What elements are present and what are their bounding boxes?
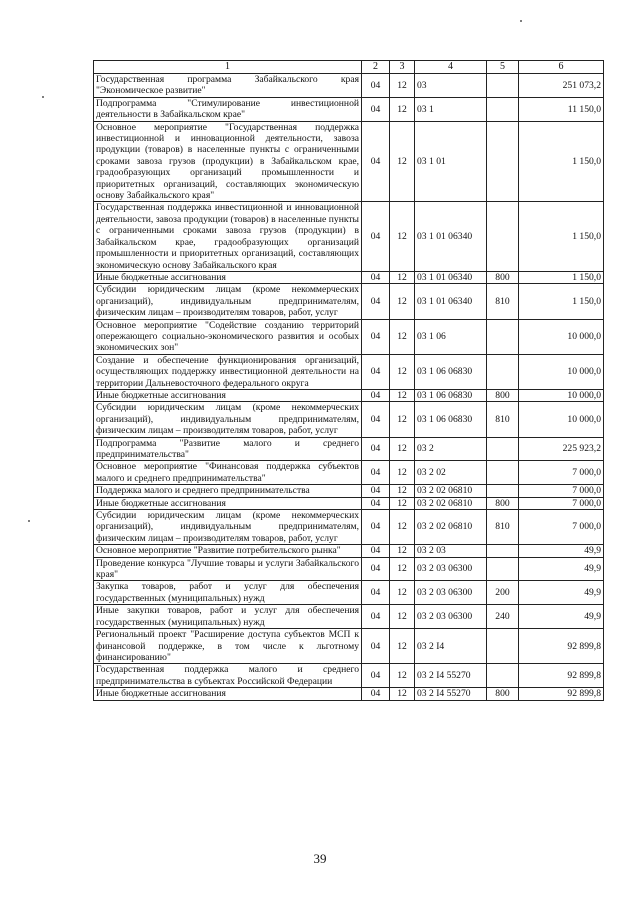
expense-type-cell: [487, 629, 519, 664]
subsection-cell: 12: [390, 437, 415, 461]
target-article-cell: 03 2: [415, 437, 487, 461]
target-article-cell: 03 2 I4 55270: [415, 664, 487, 688]
target-article-cell: 03 1 06 06830: [415, 402, 487, 437]
header-cell-5: 5: [487, 61, 519, 74]
row-name-cell: Создание и обеспечение функционирования организаций, осуществляющих поддержку инвестиционной деятельности на территории Дальневосточного федерального округа: [94, 354, 362, 389]
target-article-cell: 03 2 03: [415, 545, 487, 557]
section-cell: 04: [362, 557, 390, 581]
row-name-cell: Субсидии юридическим лицам (кроме некоммерческих организаций), индивидуальным предпринимателям, физическим лицам – производителям товаров, работ, услуг: [94, 510, 362, 545]
amount-cell: 251 073,2: [519, 74, 604, 98]
table-row: [94, 271, 604, 283]
section-cell: 04: [362, 402, 390, 437]
section-cell: 04: [362, 510, 390, 545]
row-name-cell: Основное мероприятие "Развитие потребительского рынка": [94, 545, 362, 557]
amount-cell: 92 899,8: [519, 629, 604, 664]
subsection-cell: 12: [390, 354, 415, 389]
table-row: [94, 354, 604, 389]
subsection-cell: 12: [390, 271, 415, 283]
expense-type-cell: [487, 485, 519, 497]
section-cell: 04: [362, 202, 390, 271]
table-row: [94, 97, 604, 121]
expense-type-cell: [487, 97, 519, 121]
amount-cell: 49,9: [519, 581, 604, 605]
expense-type-cell: 800: [487, 497, 519, 509]
row-name-cell: Субсидии юридическим лицам (кроме некоммерческих организаций), индивидуальным предпринимателям, физическим лицам – производителям товаров, работ, услуг: [94, 402, 362, 437]
amount-cell: 225 923,2: [519, 437, 604, 461]
subsection-cell: 12: [390, 74, 415, 98]
section-cell: 04: [362, 121, 390, 202]
target-article-cell: 03 2 I4 55270: [415, 688, 487, 700]
amount-cell: 92 899,8: [519, 688, 604, 700]
subsection-cell: 12: [390, 629, 415, 664]
expense-type-cell: [487, 202, 519, 271]
row-name-cell: Региональный проект "Расширение доступа субъектов МСП к финансовой поддержке, в том числе к льготному финансированию": [94, 629, 362, 664]
expense-type-cell: [487, 557, 519, 581]
subsection-cell: 12: [390, 97, 415, 121]
amount-cell: 1 150,0: [519, 121, 604, 202]
row-name-cell: Иные бюджетные ассигнования: [94, 497, 362, 509]
row-name-cell: Иные бюджетные ассигнования: [94, 688, 362, 700]
subsection-cell: 12: [390, 497, 415, 509]
row-name-cell: Иные бюджетные ассигнования: [94, 271, 362, 283]
target-article-cell: 03 1 06 06830: [415, 389, 487, 401]
table-row: [94, 202, 604, 271]
target-article-cell: 03 2 03 06300: [415, 605, 487, 629]
subsection-cell: 12: [390, 402, 415, 437]
row-name-cell: Государственная поддержка малого и среднего предпринимательства в субъектах Российской Федерации: [94, 664, 362, 688]
expense-type-cell: [487, 437, 519, 461]
subsection-cell: 12: [390, 581, 415, 605]
section-cell: 04: [362, 688, 390, 700]
target-article-cell: 03 1 06: [415, 319, 487, 354]
amount-cell: 7 000,0: [519, 461, 604, 485]
amount-cell: 1 150,0: [519, 271, 604, 283]
section-cell: 04: [362, 97, 390, 121]
subsection-cell: 12: [390, 121, 415, 202]
amount-cell: 49,9: [519, 605, 604, 629]
target-article-cell: 03 2 03 06300: [415, 581, 487, 605]
amount-cell: 10 000,0: [519, 354, 604, 389]
expense-type-cell: 810: [487, 402, 519, 437]
expense-type-cell: 810: [487, 510, 519, 545]
row-name-cell: Иные закупки товаров, работ и услуг для обеспечения государственных (муниципальных) нужд: [94, 605, 362, 629]
amount-cell: 49,9: [519, 557, 604, 581]
subsection-cell: 12: [390, 664, 415, 688]
row-name-cell: Проведение конкурса "Лучшие товары и услуги Забайкальского края": [94, 557, 362, 581]
section-cell: 04: [362, 629, 390, 664]
table-row: [94, 629, 604, 664]
table-row: [94, 485, 604, 497]
row-name-cell: Закупка товаров, работ и услуг для обеспечения государственных (муниципальных) нужд: [94, 581, 362, 605]
table-row: [94, 121, 604, 202]
header-row: [94, 61, 604, 74]
target-article-cell: 03 1 01 06340: [415, 271, 487, 283]
expense-type-cell: [487, 319, 519, 354]
budget-table: [93, 60, 604, 701]
table-row: [94, 581, 604, 605]
expense-type-cell: 800: [487, 688, 519, 700]
table-row: [94, 402, 604, 437]
table-row: [94, 545, 604, 557]
target-article-cell: 03 1 01: [415, 121, 487, 202]
table-row: [94, 510, 604, 545]
target-article-cell: 03 2 02 06810: [415, 485, 487, 497]
expense-type-cell: 800: [487, 389, 519, 401]
row-name-cell: Иные бюджетные ассигнования: [94, 389, 362, 401]
scan-speck: [42, 96, 44, 98]
target-article-cell: 03 2 02 06810: [415, 497, 487, 509]
expense-type-cell: 200: [487, 581, 519, 605]
header-cell-1: 1: [94, 61, 362, 74]
row-name-cell: Подпрограмма "Развитие малого и среднего предпринимательства": [94, 437, 362, 461]
amount-cell: 49,9: [519, 545, 604, 557]
table-row: [94, 437, 604, 461]
section-cell: 04: [362, 284, 390, 319]
target-article-cell: 03 1: [415, 97, 487, 121]
section-cell: 04: [362, 319, 390, 354]
section-cell: 04: [362, 461, 390, 485]
target-article-cell: 03 1 06 06830: [415, 354, 487, 389]
subsection-cell: 12: [390, 284, 415, 319]
expense-type-cell: 240: [487, 605, 519, 629]
section-cell: 04: [362, 497, 390, 509]
expense-type-cell: [487, 545, 519, 557]
amount-cell: 11 150,0: [519, 97, 604, 121]
amount-cell: 7 000,0: [519, 485, 604, 497]
target-article-cell: 03 2 02 06810: [415, 510, 487, 545]
section-cell: 04: [362, 271, 390, 283]
subsection-cell: 12: [390, 485, 415, 497]
table-row: [94, 605, 604, 629]
row-name-cell: Основное мероприятие "Государственная поддержка инвестиционной и инновационной деятельности, завоза продукции (товаров) в населенные пункты с ограниченными сроками завоза грузов (продукции) в Забайкальском крае, градообразующих организаций промышленности и приоритетных организаций, составляющих экономическую основу Забайкальского края": [94, 121, 362, 202]
expense-type-cell: [487, 664, 519, 688]
section-cell: 04: [362, 354, 390, 389]
expense-type-cell: [487, 74, 519, 98]
target-article-cell: 03 2 03 06300: [415, 557, 487, 581]
row-name-cell: Субсидии юридическим лицам (кроме некоммерческих организаций), индивидуальным предпринимателям, физическим лицам – производителям товаров, работ, услуг: [94, 284, 362, 319]
section-cell: 04: [362, 485, 390, 497]
table-row: [94, 389, 604, 401]
row-name-cell: Государственная программа Забайкальского края "Экономическое развитие": [94, 74, 362, 98]
table-row: [94, 319, 604, 354]
amount-cell: 92 899,8: [519, 664, 604, 688]
amount-cell: 10 000,0: [519, 389, 604, 401]
expense-type-cell: [487, 121, 519, 202]
target-article-cell: 03 2 02: [415, 461, 487, 485]
section-cell: 04: [362, 605, 390, 629]
target-article-cell: 03 1 01 06340: [415, 202, 487, 271]
table-row: [94, 74, 604, 98]
expense-type-cell: 800: [487, 271, 519, 283]
header-cell-6: 6: [519, 61, 604, 74]
amount-cell: 7 000,0: [519, 497, 604, 509]
page-number: 39: [313, 851, 327, 866]
expense-type-cell: 810: [487, 284, 519, 319]
subsection-cell: 12: [390, 202, 415, 271]
row-name-cell: Основное мероприятие "Содействие созданию территорий опережающего социально-экономического развития и особых экономических зон": [94, 319, 362, 354]
target-article-cell: 03 2 I4: [415, 629, 487, 664]
target-article-cell: 03 1 01 06340: [415, 284, 487, 319]
row-name-cell: Подпрограмма "Стимулирование инвестиционной деятельности в Забайкальском крае": [94, 97, 362, 121]
section-cell: 04: [362, 545, 390, 557]
table-body: [94, 74, 604, 701]
header-cell-4: 4: [415, 61, 487, 74]
amount-cell: 10 000,0: [519, 402, 604, 437]
row-name-cell: Государственная поддержка инвестиционной и инновационной деятельности, завоза продукции (товаров) в населенные пункты с ограниченными сроками завоза грузов (продукции) в Забайкальском крае, градообразующих организаций промышленности и приоритетных организаций, составляющих экономическую основу Забайкальского края: [94, 202, 362, 271]
header-cell-2: 2: [362, 61, 390, 74]
amount-cell: 7 000,0: [519, 510, 604, 545]
section-cell: 04: [362, 389, 390, 401]
section-cell: 04: [362, 437, 390, 461]
amount-cell: 1 150,0: [519, 202, 604, 271]
subsection-cell: 12: [390, 319, 415, 354]
table-row: [94, 557, 604, 581]
table-row: [94, 497, 604, 509]
expense-type-cell: [487, 354, 519, 389]
row-name-cell: Поддержка малого и среднего предпринимательства: [94, 485, 362, 497]
scan-speck: [520, 20, 522, 22]
target-article-cell: 03: [415, 74, 487, 98]
subsection-cell: 12: [390, 461, 415, 485]
section-cell: 04: [362, 664, 390, 688]
table-row: [94, 688, 604, 700]
subsection-cell: 12: [390, 545, 415, 557]
row-name-cell: Основное мероприятие "Финансовая поддержка субъектов малого и среднего предпринимательства": [94, 461, 362, 485]
table-header: [94, 61, 604, 74]
scan-speck: [28, 520, 30, 522]
subsection-cell: 12: [390, 688, 415, 700]
section-cell: 04: [362, 581, 390, 605]
subsection-cell: 12: [390, 557, 415, 581]
expense-type-cell: [487, 461, 519, 485]
amount-cell: 10 000,0: [519, 319, 604, 354]
table-row: [94, 664, 604, 688]
subsection-cell: 12: [390, 510, 415, 545]
subsection-cell: 12: [390, 605, 415, 629]
table-row: [94, 284, 604, 319]
header-cell-3: 3: [390, 61, 415, 74]
table-row: [94, 461, 604, 485]
amount-cell: 1 150,0: [519, 284, 604, 319]
section-cell: 04: [362, 74, 390, 98]
subsection-cell: 12: [390, 389, 415, 401]
